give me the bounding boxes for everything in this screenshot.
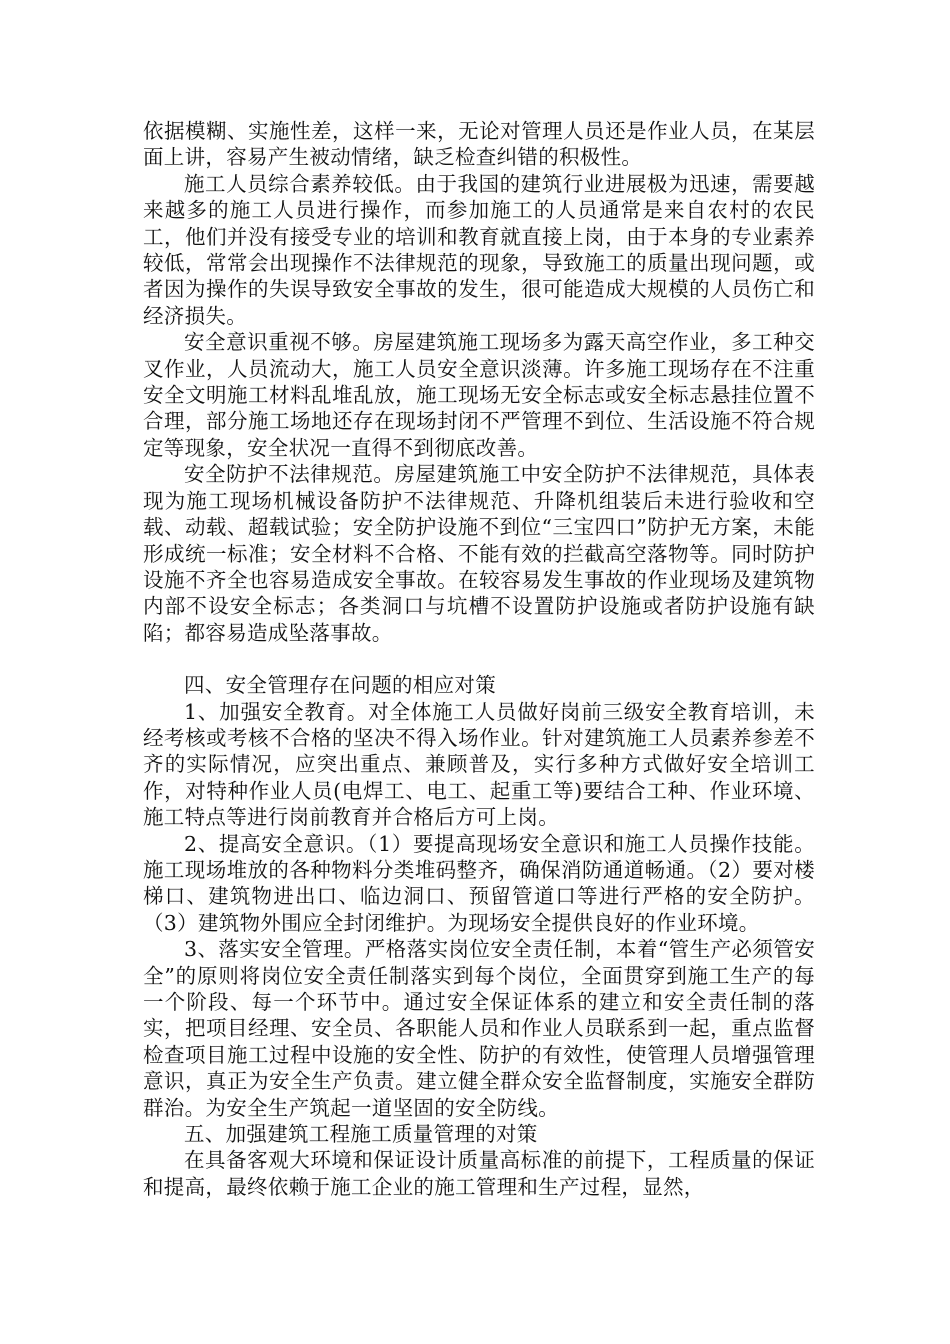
section-heading-5: 五、加强建筑工程施工质量管理的对策 [184, 1122, 538, 1147]
paragraph-item-1: 1、加强安全教育。对全体施工人员做好岗前三级安全教育培训，未经考核或考核不合格的坚决不得入场作业。针对建筑施工人员素养参差不齐的实际情况，应突出重点、兼顾普及，实行多种方式做好安全培训工作，对特种作业人员(电焊工、电工、起重工等)要结合工种、作业环境、施工特点等进行岗前教育并合格后方可上岗。 [143, 699, 815, 830]
paragraph-quality-intro: 在具备客观大环境和保证设计质量高标准的前提下，工程质量的保证和提高，最终依赖于施工企业的施工管理和生产过程，显然， [143, 1148, 815, 1199]
paragraph-gap [143, 646, 815, 672]
paragraph-item-2: 2、提高安全意识。（1）要提高现场安全意识和施工人员操作技能。施工现场堆放的各种物料分类堆码整齐，确保消防通道畅通。（2）要对楼梯口、建筑物进出口、临边洞口、预留管道口等进行严格的安全防护。（3）建筑物外围应全封闭维护。为现场安全提供良好的作业环境。 [143, 831, 815, 935]
paragraph-continuation: 依据模糊、实施性差，这样一来，无论对管理人员还是作业人员，在某层面上讲，容易产生被动情绪，缺乏检查纠错的积极性。 [143, 119, 815, 170]
document-page [143, 118, 815, 1200]
section-heading-4: 四、安全管理存在问题的相应对策 [184, 673, 496, 698]
paragraph-item-3: 3、落实安全管理。严格落实岗位安全责任制，本着“管生产必须管安全”的原则将岗位安全责任制落实到每个岗位，全面贯穿到施工生产的每一个阶段、每一个环节中。通过安全保证体系的建立和安全责任制的落实，把项目经理、安全员、各职能人员和作业人员联系到一起，重点监督检查项目施工过程中设施的安全性、防护的有效性，使管理人员增强管理意识，真正为安全生产负责。建立健全群众安全监督制度，实施安全群防群治。为安全生产筑起一道坚固的安全防线。 [143, 937, 815, 1120]
paragraph-safety-protection: 安全防护不法律规范。房屋建筑施工中安全防护不法律规范，具体表现为施工现场机械设备防护不法律规范、升降机组装后未进行验收和空载、动载、超载试验；安全防护设施不到位“三宝四口”防护无方案，未能形成统一标准；安全材料不合格、不能有效的拦截高空落物等。同时防护设施不齐全也容易造成安全事故。在较容易发生事故的作业现场及建筑物内部不设安全标志；各类洞口与坑槽不设置防护设施或者防护设施有缺陷；都容易造成坠落事故。 [143, 462, 815, 645]
paragraph-safety-awareness: 安全意识重视不够。房屋建筑施工现场多为露天高空作业，多工种交叉作业，人员流动大，施工人员安全意识淡薄。许多施工现场存在不注重安全文明施工材料乱堆乱放，施工现场无安全标志或安全标志悬挂位置不合理，部分施工场地还存在现场封闭不严管理不到位、生活设施不符合规定等现象，安全状况一直得不到彻底改善。 [143, 330, 815, 460]
paragraph-worker-quality: 施工人员综合素养较低。由于我国的建筑行业进展极为迅速，需要越来越多的施工人员进行操作，而参加施工的人员通常是来自农村的农民工，他们并没有接受专业的培训和教育就直接上岗，由于本身的专业素养较低，常常会出现操作不法律规范的现象，导致施工的质量出现问题，或者因为操作的失误导致安全事故的发生，很可能造成大规模的人员伤亡和经济损失。 [143, 171, 815, 328]
